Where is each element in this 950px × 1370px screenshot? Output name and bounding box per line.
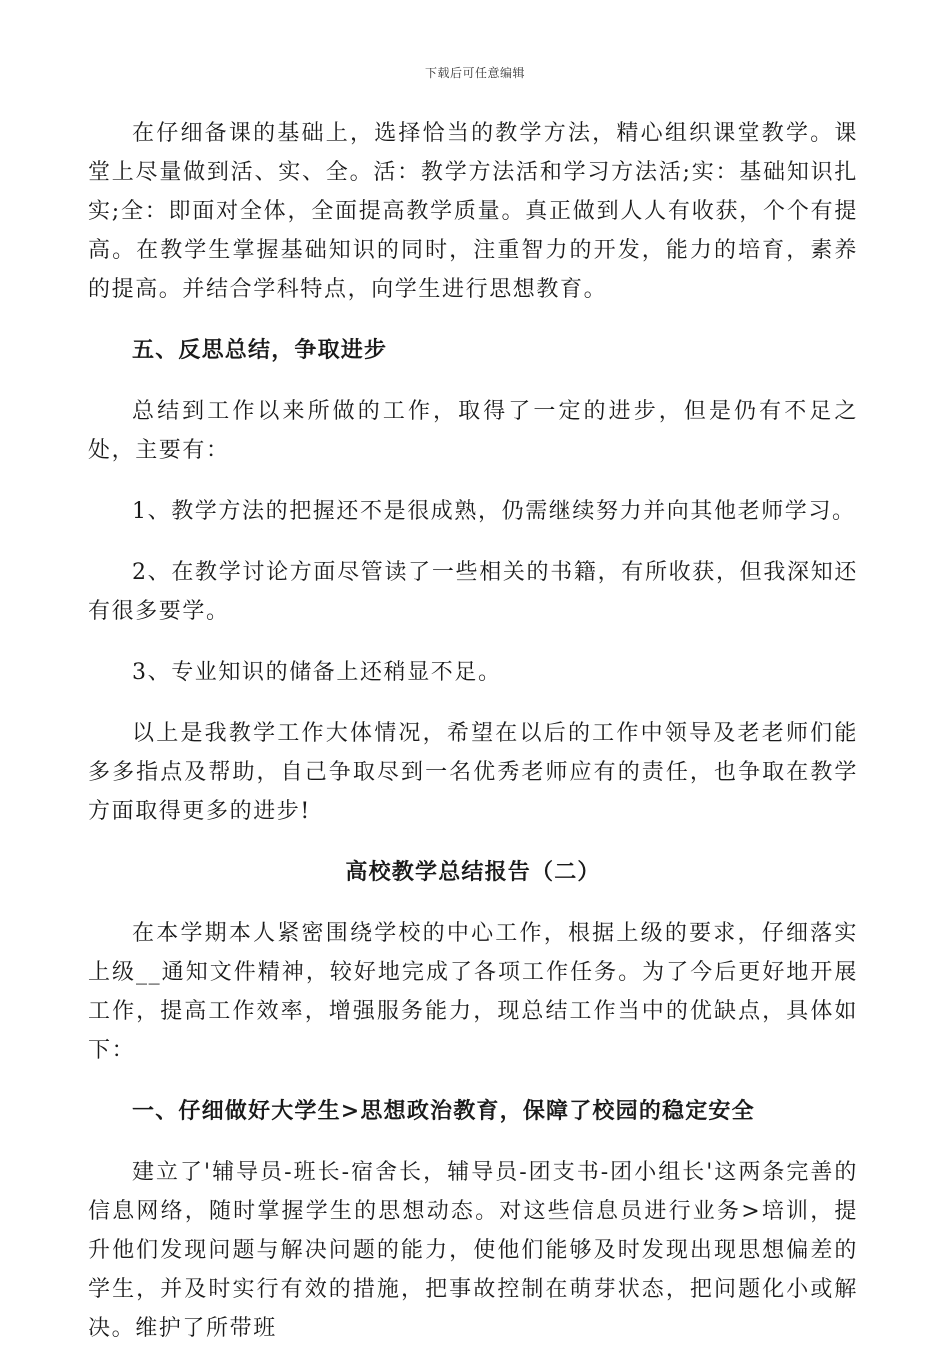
header-note: 下载后可任意编辑 <box>424 66 525 80</box>
paragraph-report-intro: 在本学期本人紧密围绕学校的中心工作，根据上级的要求，仔细落实上级__通知文件精神，较好地完成了各项工作任务。为了今后更好地开展工作，提高工作效率，增强服务能力，现总结工作当中的优缺点，具体如下： <box>88 921 858 1063</box>
paragraph-lesson-prep: 在仔细备课的基础上，选择恰当的教学方法，精心组织课堂教学。课堂上尽量做到活、实、全。活：教学方法活和学习方法活;实：基础知识扎实;全：即面对全体，全面提高教学质量。真正做到人人有收获，个个有提高。在教学生掌握基础知识的同时，注重智力的开发，能力的培育，素养的提高。并结合学科特点，向学生进行思想教育。 <box>88 121 858 302</box>
list-item-2: 2、在教学讨论方面尽管读了一些相关的书籍，有所收获，但我深知还有很多要学。 <box>88 560 858 624</box>
section-heading-reflection: 五、反思总结，争取进步 <box>132 337 388 363</box>
paragraph-shortcomings-intro: 总结到工作以来所做的工作，取得了一定的进步，但是仍有不足之处，主要有： <box>88 399 858 463</box>
list-item-3: 3、专业知识的储备上还稍显不足。 <box>132 660 502 685</box>
section-heading-political-education: 一、仔细做好大学生>思想政治教育，保障了校园的稳定安全 <box>132 1098 755 1124</box>
report-title: 高校教学总结报告（二） <box>345 859 601 885</box>
document-body <box>88 114 858 1370</box>
paragraph-conclusion: 以上是我教学工作大体情况，希望在以后的工作中领导及老老师们能多多指点及帮助，自己争取尽到一名优秀老师应有的责任，也争取在教学方面取得更多的进步! <box>88 721 858 824</box>
paragraph-info-network: 建立了'辅导员-班长-宿舍长，辅导员-团支书-团小组长'这两条完善的信息网络，随时掌握学生的思想动态。对这些信息员进行业务>培训，提升他们发现问题与解决问题的能力，使他们能够及时发现出现思想偏差的学生，并及时实行有效的措施，把事故控制在萌芽状态，把问题化小或解决。维护了所带班 <box>88 1160 858 1341</box>
list-item-1: 1、教学方法的把握还不是很成熟，仍需继续努力并向其他老师学习。 <box>132 499 856 524</box>
